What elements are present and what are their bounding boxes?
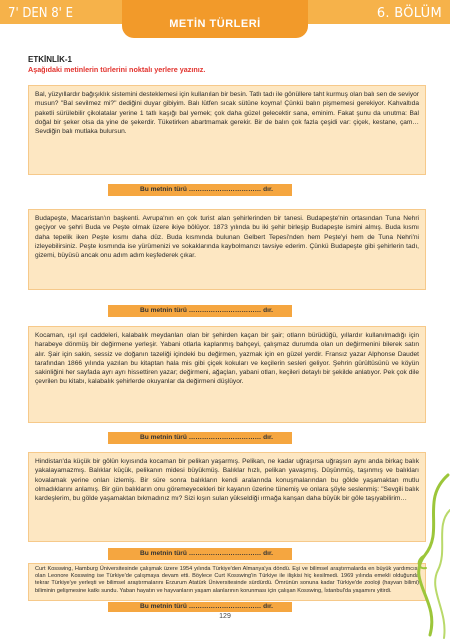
answer-blank: …………………………… dır. [186,186,273,193]
answer-bar-3[interactable] [108,432,292,444]
section-label: 6. BÖLÜM [376,6,442,21]
passage-box-2 [28,209,426,290]
answer-bar-2[interactable] [108,305,292,317]
activity-instruction: Aşağıdaki metinlerin türlerini noktalı yerlere yazınız. [28,65,206,74]
passage-text: Hindistan'da küçük bir gölün kıyısında kocaman bir pelikan yaşarmış. Pelikan, ne kadar uğraşırsa uğraşsın aynı anda birkaç balık yakalayamazmış. Balıklar küçük, pelikanın midesi büyükmüş. Balıklar hızlı, pelikan yavaşmış. Düşünmüş, taşınmış ve balıkları kovalamak yerine onları izlemiş. Bir süre sonra balıkların kendi aralarında konuşmalarından bu gölde yaşamaktan mutlu olmadıklarını anlamış. Bir gün balıkların onu göremeyecekleri bir kayanın üzerine tünemiş ve onlara şöyle seslenmiş: "Sevgili balık kardeşlerim, bu gölde yaşamaktan bıkmadınız mı? Sizi kışın sulan yükseldiği ırmağa kanşan daha büyük bir göle taşıyabilirim… [35,458,419,503]
answer-label: Bu metnin türü [140,603,187,610]
page-number: 129 [219,613,231,620]
answer-label: Bu metnin türü [140,186,187,193]
answer-blank: …………………………… dır. [186,550,273,557]
passage-text: Kocaman, ışıl ışıl caddeleri, kalabalık meydanları olan bir şehirden kaçan bir şair; otların bürüdüğü, yıllardır kullanılmadığı için harabeye dönmüş bir değirmene yerleşir. Yabani otlarla kaplanmış bahçeyi, çalışmaz durumda olan un değirmenini bilerek satın alır. Şair için sakin, sessiz ve doğanın tazeliği içindeki bu değirmen, yazmak için en güzel yerdir. Fransız yazar Alphonse Daudet tarafından 1866 yılında yazılan bu kitaptan hala mis gibi çiçek kokuları ve keçilerin sesleri geliyor. Şehrin gürültüsünü ve köyün sakinliğini her sayfada ayrı ayrı hissettiren yazar; değirmeni, ağaçları, yabani otları, keçileri detaylı bir şekilde anlatıyor. Pek çok dile çevrilen bu kitabı, kalabalık şehirlerde okuyanlar da değirmeni düşlüyor. [35,332,419,386]
answer-label: Bu metnin türü [140,550,187,557]
passage-text: Bal, yüzyıllardır bağışıklık sistemini desteklemesi için kullanılan bir besin. Tatlı tadı ile gönüllere taht kurmuş olan balı sen de seviyor musun? "Bal sevilmez mi?" dediğini duyar gibiyim. Balı lütfen sıcak sütüne koyma! Çünkü balın pişmemesi gerekiyor. Kahvaltıda paketli sürülebilir çikolatalar yerine 1 tatlı kaşığı bal yemek; çok daha güzel gelecektir sana, eminim. Fakat şunu da unutma: Bal doğal bir şeker olsa da yine de şekerdir. Tüketirken abartmamak gerekir. Bir de balın çok fazla çeşidi var: çiçek, kestane, çam… Sevdiğin balı mutlaka bulursun. [35,91,419,136]
passage-box-5 [28,563,426,601]
answer-bar-4[interactable] [108,548,292,560]
passage-text: Curt Kosswing, Hamburg Üniversitesinde çalışmak üzere 1954 yılında Türkiye'den Almanya'ya döndü. Eşi ve bilimsel araştırmalarda en büyük yardımcısı olan Leonore Kosswing ise Türkiye'de çalışmaya devam etti. Böylece Curt Kosswing'in Türkiye ile ilişkisi hiç kesilmedi. 1969 yılında emekli olduğunda tekrar Türkiye'ye yerleşti ve bilimsel araştırmalarını Erzurum Atatürk Üniversitesinde sürdürdü. Ömrünün sonuna kadar Türkiye'de zooloji (hayvan bilimi) biliminin gelişmesine katkı sundu. Yaban hayatın ve hayvanların yaşam alanlarının korunması için çalışan Kosswing, İstanbul'da yaşamını yitirdi. [35,566,419,594]
passage-box-4 [28,452,426,542]
page-header [0,0,450,40]
grade-label: 7' DEN 8' E [8,6,73,21]
answer-label: Bu metnin türü [140,434,187,441]
answer-label: Bu metnin türü [140,307,187,314]
answer-bar-1[interactable] [108,184,292,196]
passage-text: Budapeşte, Macaristan'ın başkenti. Avrupa'nın en çok turist alan şehirlerinden bir tanesi. Budapeşte'nin ortasından Tuna Nehri geçiyor ve şehri Buda ve Peşte olmak üzere ikiye bölüyor. 1873 yılında bu iki şehir birleşip Budapeşte ismini almış. Buda kısmı daha tepelik iken Peşte kısmı daha düz. Buda kısmında bulunan Gelbert Tepesi'nden hem Peşte'yi hem de Tuna Nehri'ni izleyebilirsiniz. Peşte kısmında ise yürümenizi ve sokaklarında kaybolmanızı tavsiye ederim. Çünkü Budapeşte gibi şehirlerin tadı, gizemi, büyüsü ancak onu adım adım keşfederek çıkar. [35,215,419,260]
answer-bar-5[interactable] [108,602,292,612]
passage-box-1 [28,85,426,175]
passage-box-3 [28,326,426,423]
answer-blank: …………………………… dır. [186,434,273,441]
answer-blank: …………………………… dır. [186,603,273,610]
chapter-title: METİN TÜRLERİ [169,18,261,30]
activity-title: ETKİNLİK-1 [28,55,72,64]
answer-blank: …………………………… dır. [186,307,273,314]
decorative-swirl-icon [400,470,450,640]
